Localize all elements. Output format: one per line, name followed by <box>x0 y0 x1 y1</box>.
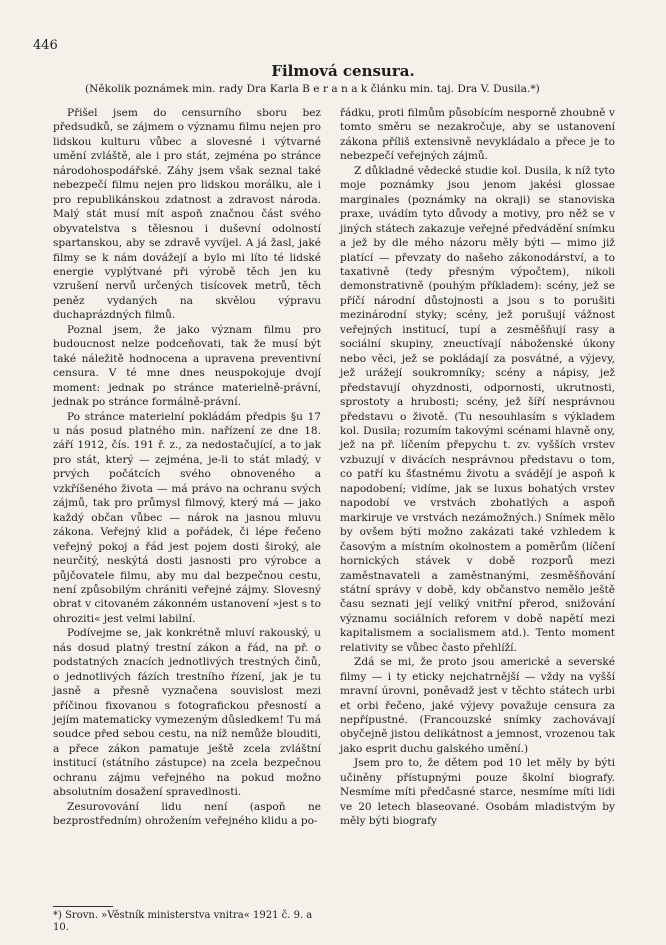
paragraph: Zdá se mi, že proto jsou americké a severské filmy — i ty eticky nejchatrnější — vždy na vyšší mravní úrovni, poněvadž jest v těchto státech urbi et orbi řečeno, jaké výjevy považuje censura za nepřípustné. (Francouzské snímky zachovávají obyčejně jistou delikátnost a jemnost, vrozenou tak jako esprit duchu galského umění.) <box>340 656 615 755</box>
right-column <box>340 106 615 829</box>
paragraph: Po stránce materielní pokládám předpis §u 17 u nás posud platného min. nařízení ze dne 18. září 1912, čís. 191 ř. z., za nedostačující, a to jak pro stát, který — zejména, je-li to stát mladý, v prvých počátcích svého obnoveného a vzkříšeného života — má právo na ochranu svých zájmů, tak pro průmysl filmový, který má — jako každý občan vůbec — nárok na jasnou mluvu zákona. Veřejný klid a pořádek, či lépe řečeno veřejný pokoj a řád jest pojem dosti široký, ale neurčitý, neskýtá dosti jasnosti pro výrobce a půjčovatele filmu, aby mu dal bezpečnou cestu, není způsobilým chrániti veřejné zájmy. Slovesný obrat v citovaném zákonném ustanovení »jest s to ohroziti« jest velmi labilní. <box>53 410 321 625</box>
article-title: Filmová censura. <box>271 62 415 80</box>
paragraph: řádku, proti filmům působícím nesporně zhoubně v tomto směru se nezakročuje, aby se ustanovení zákona příliš extensivně nevykládalo a přece je to nebezpečí veřejných zájmů. <box>340 107 615 163</box>
footnote-separator <box>53 906 113 907</box>
left-column <box>53 106 321 829</box>
article-subtitle: (Několik poznámek min. rady Dra Karla B e r a n a k článku min. taj. Dra V. Dusila.*) <box>85 83 540 95</box>
paragraph: Jsem pro to, že dětem pod 10 let měly by býti učiněny přístupnými pouze školní biografy. Nesmíme míti předčasné starce, nesmíme míti lidi ve 20 letech blaseované. Osobám mladistvým by měly býti biografy <box>340 757 615 828</box>
paragraph: Zesurovování lidu není (aspoň ne bezprostředním) ohrožením veřejného klidu a po- <box>53 800 321 828</box>
paragraph: Přišel jsem do censurního sboru bez předsudků, se zájmem o významu filmu nejen pro lidskou kulturu vůbec a slovesné i výtvarné umění zvláště, ale i pro stát, zejména po stránce národohospodářské. Záhy jsem však seznal také nebezpečí filmu nejen pro lidskou morálku, ale i pro republikánskou zdatnost a zdravost národa. Malý stát musí mít aspoň značnou část svého obyvatelstva s tělesnou i duševní odolností spartanskou, aby se zdravě vyvíjel. A já žasl, jaké filmy se k nám dovážejí a bylo mi líto té lidské energie vyplýtvané při výrobě těch jen ku vzrušení nervů určených tisícovek metrů, těch peněz vydaných na skvělou výpravu duchaprázdných filmů. <box>53 107 321 322</box>
paragraph: Podívejme se, jak konkrétně mluví rakouský, u nás dosud platný trestní zákon a řád, na př. o podstatných znacích jednotlivých trestných činů, o jednotlivých fázích trestního řízení, jak je tu jasně a přesně vyznačena souvislost mezi příčinou fixovanou s fotografickou přesností a jejím matematicky vymezeným důsledkem! Tu má soudce před sebou cestu, na níž nemůže blouditi, a přece zákon pamatuje ještě zcela zvláštní institucí (státního zástupce) na zcela bezpečnou ochranu zájmu veřejného na pokud možno absolutním dosažení spravedlnosti. <box>53 627 321 799</box>
footnote: *) Srovn. »Věstník ministerstva vnitra« 1921 č. 9. a 10. <box>53 910 313 933</box>
paragraph: Z důkladné vědecké studie kol. Dusila, k níž tyto moje poznámky jsou jenom jakési glossae marginales (poznámky na okraji) se stanoviska praxe, uvádím tyto důvody a motivy, pro něž se v jiných státech zakazuje veřejné předvádění snímku a jež by dle mého názoru měly býti — mimo již platící — převzaty do našeho zákonodárství, a to taxativně (tedy přesným výpočtem), nikoli demonstrativně (pouhým příkladem): scény, jež se příčí národní důstojnosti a jsou s to porušiti mezinárodní styky; scény, jež porušují vážnost veřejných institucí, tupí a zesměšňují rasy a sociální skupiny, zneuctívají náboženské úkony nebo věci, jež se pokládají za posvátné, a výjevy, jež urážejí soukromníky; scény a nápisy, jež představují ohyzdnosti, odpornosti, ukrutnosti, sprostoty a hrubosti; scény, jež šíří nesprávnou představu o životě. (Tu nesouhlasím s výkladem kol. Dusila; rozumím takovými scénami hlavně ony, jež na př. líčením přepychu t. zv. vyšších vrstev vzbuzují v divácích nesprávnou představu o tom, co patří ku šťastnému životu a svádějí je aspoň k napodobení; vidíme, jak se luxus bohatých vrstev napodobí ve vrstvách zbohatlých a aspoň markiruje ve vrstvách nezámožných.) Snímek mělo by ovšem býti možno zakázati také vzhledem k časovým a místním okolnostem a poměrům (líčení hornických stávek v době rozporů mezi zaměstnavateli a zaměstnanými, zesměšňování státní správy v době, kdy občanstvo nemělo ještě času seznati její veliký vnitřní přerod, snižování významu sociálních reforem v době napětí mezi kapitalismem a socialismem atd.). Tento moment relativity se vůbec často přehlíží. <box>340 164 615 654</box>
page-number: 446 <box>33 38 58 53</box>
paragraph: Poznal jsem, že jako význam filmu pro budoucnost nelze podceňovati, tak že musí být také náležitě hodnocena a upravena preventivní censura. V té mne dnes neuspokojuje dvojí moment: jednak po stránce materielně-právní, jednak po stránce formálně-právní. <box>53 323 321 409</box>
